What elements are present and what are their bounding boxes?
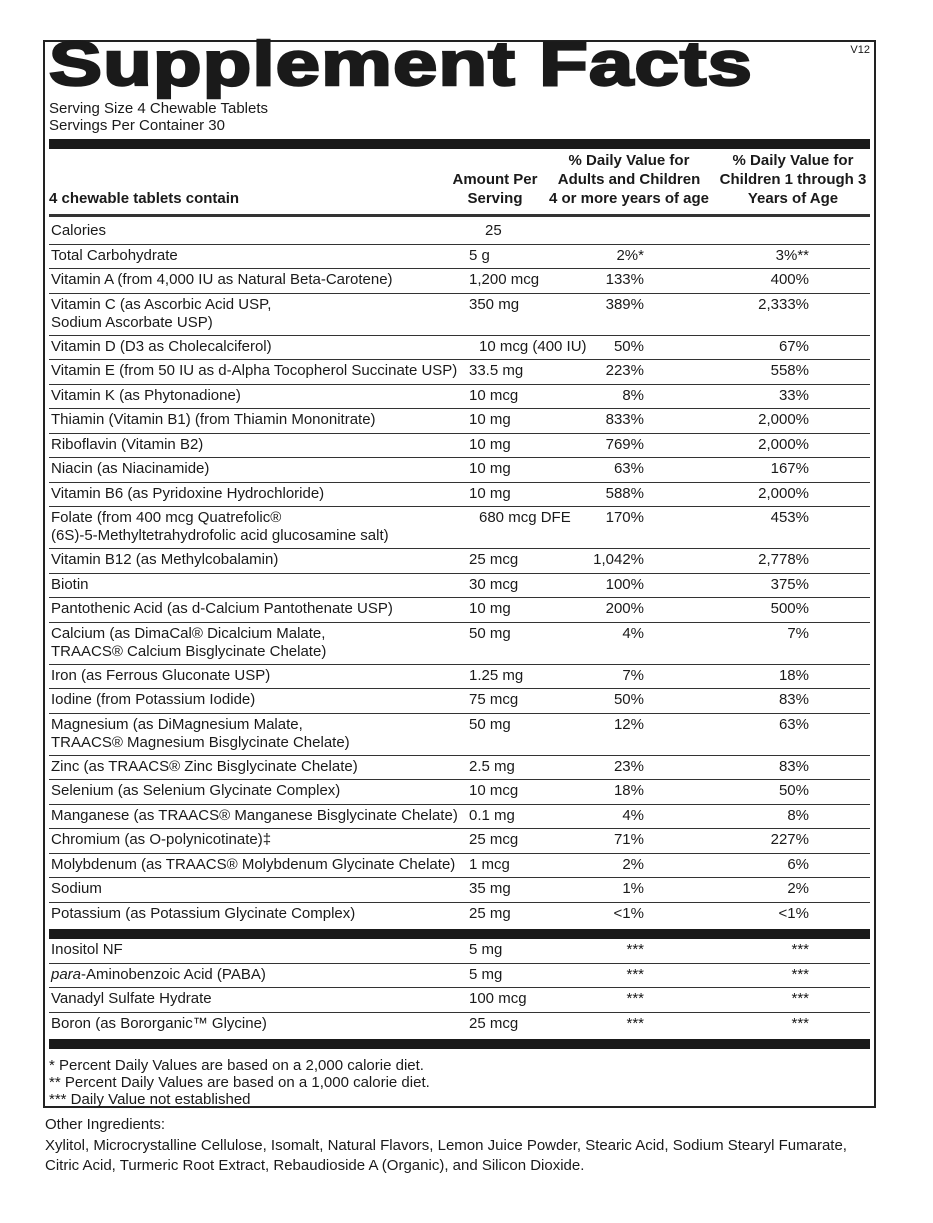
nutrient-adult-dv: 389%: [605, 295, 644, 313]
column-header-adult-dv: % Daily Value for Adults and Children 4 or more years of age: [548, 152, 710, 207]
nutrient-adult-dv: ***: [626, 1014, 644, 1032]
nutrient-adult-dv: 223%: [605, 362, 644, 379]
nutrient-name: Manganese (as TRAACS® Manganese Bisglycinate Chelate): [51, 806, 458, 824]
row-divider: [49, 433, 870, 434]
nutrient-name: Niacin (as Niacinamide): [51, 460, 210, 477]
nutrient-name: Calories: [51, 222, 107, 239]
nutrient-name: Vitamin B12 (as Methylcobalamin): [51, 551, 279, 568]
nutrient-adult-dv: ***: [626, 990, 644, 1007]
nutrient-name: Sodium: [51, 880, 102, 897]
row-divider: [49, 573, 870, 574]
nutrient-amount: 10 mg: [469, 435, 511, 453]
nutrient-amount: 50 mg: [469, 715, 511, 733]
nutrient-child-dv: 6%: [787, 855, 809, 873]
nutrient-name: Calcium (as DimaCal® Dicalcium Malate, TRAACS® Calcium Bisglycinate Chelate): [51, 624, 327, 660]
row-divider: [49, 482, 870, 483]
row-divider: [49, 457, 870, 458]
nutrient-name: Iron (as Ferrous Gluconate USP): [51, 666, 271, 684]
nutrient-child-dv: 7%: [787, 624, 809, 642]
nutrient-amount: 10 mcg: [469, 782, 519, 799]
nutrient-name: Thiamin (Vitamin B1) (from Thiamin Mononitrate): [51, 411, 376, 428]
nutrient-adult-dv: 1%: [622, 880, 644, 897]
footnote-1: * Percent Daily Values are based on a 2,000 calorie diet.: [49, 1057, 424, 1074]
nutrient-adult-dv: 588%: [605, 484, 644, 502]
nutrient-adult-dv: ***: [626, 965, 644, 983]
nutrient-adult-dv: 71%: [613, 831, 644, 848]
footnote-2: ** Percent Daily Values are based on a 1,000 calorie diet.: [49, 1074, 430, 1091]
nutrient-amount: 35 mg: [469, 880, 511, 897]
nutrient-name: Folate (from 400 mcg Quatrefolic® (6S)-5-Methyltetrahydrofolic acid glucosamine salt): [51, 509, 389, 544]
row-divider: [49, 1012, 870, 1013]
other-ingredients-line-1: Xylitol, Microcrystalline Cellulose, Isomalt, Natural Flavors, Lemon Juice Powder, Stearic Acid, Sodium Stearyl Fumarate,: [45, 1137, 847, 1154]
nutrient-adult-dv: 100%: [605, 575, 644, 593]
nutrient-amount: 10 mg: [469, 484, 511, 502]
row-divider: [49, 828, 870, 829]
nutrient-name: Pantothenic Acid (as d-Calcium Pantothenate USP): [51, 600, 393, 617]
nutrient-amount: 100 mcg: [469, 990, 527, 1007]
nutrient-child-dv: 500%: [770, 600, 809, 617]
servings-per-container: Servings Per Container 30: [49, 117, 225, 134]
supplement-facts-panel: [43, 30, 876, 1108]
nutrient-child-dv: 8%: [787, 806, 809, 824]
column-header-name: 4 chewable tablets contain: [49, 190, 240, 207]
row-divider: [49, 384, 870, 385]
row-divider: [49, 597, 870, 598]
column-header-amount: Amount Per Serving: [452, 171, 538, 207]
column-header-child-dv: % Daily Value for Children 1 through 3 Years of Age: [719, 152, 867, 207]
nutrient-child-dv: 453%: [770, 509, 809, 526]
nutrient-adult-dv: 1,042%: [593, 551, 644, 568]
nutrient-child-dv: 83%: [778, 691, 809, 708]
nutrient-name: Vitamin A (from 4,000 IU as Natural Beta-Carotene): [51, 271, 393, 288]
nutrient-adult-dv: 50%: [613, 691, 644, 708]
footnote-3: *** Daily Value not established: [49, 1091, 251, 1108]
nutrient-child-dv: 2%: [787, 880, 809, 897]
row-divider: [49, 664, 870, 665]
nutrient-name: Zinc (as TRAACS® Zinc Bisglycinate Chelate): [51, 757, 358, 775]
nutrient-adult-dv: 7%: [622, 666, 644, 684]
nutrient-name: Vanadyl Sulfate Hydrate: [51, 990, 212, 1007]
nutrient-adult-dv: 8%: [622, 386, 644, 404]
nutrient-child-dv: 558%: [770, 362, 809, 379]
nutrient-child-dv: 50%: [778, 782, 809, 799]
middle-divider-bar: [49, 929, 870, 939]
version-label: V12: [850, 44, 870, 56]
nutrient-amount: 25 mcg: [469, 551, 519, 568]
row-divider: [49, 713, 870, 714]
nutrient-amount: 0.1 mg: [469, 806, 515, 824]
row-divider: [49, 755, 870, 756]
nutrient-adult-dv: 133%: [605, 271, 644, 288]
nutrient-name: Riboflavin (Vitamin B2): [51, 435, 204, 453]
nutrient-child-dv: 2,778%: [758, 551, 809, 568]
nutrient-child-dv: 33%: [778, 386, 809, 404]
nutrient-child-dv: 2,333%: [758, 295, 809, 313]
nutrient-amount: 680 mcg DFE: [479, 509, 571, 526]
nutrient-amount: 10 mg: [469, 600, 511, 617]
row-divider: [49, 359, 870, 360]
row-divider: [49, 877, 870, 878]
nutrient-name: para-Aminobenzoic Acid (PABA): [51, 965, 266, 983]
nutrient-amount: 25: [485, 222, 502, 239]
nutrient-name: Chromium (as O-polynicotinate)‡: [51, 831, 272, 848]
row-divider: [49, 688, 870, 689]
nutrient-name: Selenium (as Selenium Glycinate Complex): [51, 782, 341, 799]
nutrient-adult-dv: 63%: [613, 460, 644, 477]
nutrient-adult-dv: 200%: [605, 600, 644, 617]
nutrient-amount: 10 mcg: [469, 386, 519, 404]
nutrient-child-dv: ***: [791, 965, 809, 983]
nutrient-amount: 5 mg: [469, 965, 503, 983]
nutrient-amount: 25 mg: [469, 904, 511, 922]
nutrient-amount: 1,200 mcg: [469, 271, 540, 288]
nutrient-child-dv: <1%: [778, 904, 809, 922]
header-divider: [49, 214, 870, 217]
nutrient-child-dv: ***: [791, 941, 809, 958]
nutrient-adult-dv: 23%: [613, 757, 644, 775]
nutrient-child-dv: 2,000%: [758, 435, 809, 453]
row-divider: [49, 268, 870, 269]
nutrient-name: Biotin: [51, 575, 89, 593]
serving-size: Serving Size 4 Chewable Tablets: [49, 100, 269, 117]
nutrient-amount: 350 mg: [469, 295, 520, 313]
nutrient-child-dv: 83%: [778, 757, 809, 775]
nutrient-name: Total Carbohydrate: [51, 246, 178, 264]
row-divider: [49, 902, 870, 903]
nutrient-amount: 25 mcg: [469, 1014, 519, 1032]
nutrient-amount: 75 mcg: [469, 691, 519, 708]
nutrient-amount: 5 g: [469, 246, 490, 264]
nutrient-child-dv: 227%: [770, 831, 809, 848]
nutrient-amount: 33.5 mg: [469, 362, 524, 379]
row-divider: [49, 963, 870, 964]
nutrient-amount: 50 mg: [469, 624, 511, 642]
row-divider: [49, 244, 870, 245]
nutrient-name: Potassium (as Potassium Glycinate Complex): [51, 904, 356, 922]
row-divider: [49, 622, 870, 623]
nutrient-child-dv: ***: [791, 1014, 809, 1032]
nutrient-name: Magnesium (as DiMagnesium Malate, TRAACS® Magnesium Bisglycinate Chelate): [51, 715, 350, 751]
row-divider: [49, 853, 870, 854]
nutrient-adult-dv: 769%: [605, 435, 644, 453]
nutrient-adult-dv: ***: [626, 941, 644, 958]
nutrient-amount: 5 mg: [469, 941, 503, 958]
other-ingredients-label: Other Ingredients:: [45, 1116, 166, 1133]
nutrient-child-dv: 63%: [778, 715, 809, 733]
panel-title: Supplement Facts: [49, 30, 753, 99]
nutrient-amount: 10 mg: [469, 460, 511, 477]
nutrient-amount: 1.25 mg: [469, 666, 524, 684]
nutrient-adult-dv: 833%: [605, 411, 644, 428]
nutrient-adult-dv: 170%: [605, 509, 644, 526]
nutrient-child-dv: 3%**: [775, 246, 809, 264]
row-divider: [49, 408, 870, 409]
nutrient-child-dv: 375%: [770, 575, 809, 593]
row-divider: [49, 293, 870, 294]
nutrient-child-dv: 167%: [770, 460, 809, 477]
nutrient-amount: 1 mcg: [469, 855, 510, 873]
nutrient-name: Vitamin K (as Phytonadione): [51, 386, 241, 404]
nutrient-adult-dv: 2%: [622, 855, 644, 873]
row-divider: [49, 335, 870, 336]
nutrient-child-dv: 400%: [770, 271, 809, 288]
nutrient-amount: 10 mcg (400 IU): [479, 337, 587, 355]
nutrient-child-dv: ***: [791, 990, 809, 1007]
row-divider: [49, 548, 870, 549]
nutrient-amount: 25 mcg: [469, 831, 519, 848]
bottom-divider-bar: [49, 1039, 870, 1049]
row-divider: [49, 779, 870, 780]
nutrient-amount: 10 mg: [469, 411, 511, 428]
nutrient-name: Vitamin C (as Ascorbic Acid USP, Sodium Ascorbate USP): [51, 295, 272, 331]
nutrient-amount: 30 mcg: [469, 575, 519, 593]
other-ingredients-line-2: Citric Acid, Turmeric Root Extract, Rebaudioside A (Organic), and Silicon Dioxide.: [45, 1157, 585, 1174]
nutrient-name: Vitamin E (from 50 IU as d-Alpha Tocopherol Succinate USP): [51, 362, 458, 379]
nutrient-name: Boron (as Bororganic™ Glycine): [51, 1014, 267, 1032]
top-divider-bar: [49, 139, 870, 149]
nutrient-child-dv: 67%: [778, 337, 809, 355]
nutrient-name: Iodine (from Potassium Iodide): [51, 691, 256, 708]
nutrient-adult-dv: 50%: [613, 337, 644, 355]
nutrient-adult-dv: 18%: [613, 782, 644, 799]
nutrient-name: Inositol NF: [51, 941, 123, 958]
nutrient-amount: 2.5 mg: [469, 757, 515, 775]
nutrient-child-dv: 18%: [778, 666, 809, 684]
nutrient-adult-dv: 12%: [613, 715, 644, 733]
nutrient-adult-dv: <1%: [613, 904, 644, 922]
nutrient-name: Vitamin B6 (as Pyridoxine Hydrochloride): [51, 484, 325, 502]
nutrient-child-dv: 2,000%: [758, 484, 809, 502]
nutrient-name: Molybdenum (as TRAACS® Molybdenum Glycinate Chelate): [51, 855, 456, 873]
nutrient-child-dv: 2,000%: [758, 411, 809, 428]
nutrient-adult-dv: 4%: [622, 624, 644, 642]
row-divider: [49, 506, 870, 507]
nutrient-adult-dv: 4%: [622, 806, 644, 824]
nutrient-name: Vitamin D (D3 as Cholecalciferol): [51, 337, 272, 355]
row-divider: [49, 987, 870, 988]
row-divider: [49, 804, 870, 805]
nutrient-adult-dv: 2%*: [616, 246, 644, 264]
